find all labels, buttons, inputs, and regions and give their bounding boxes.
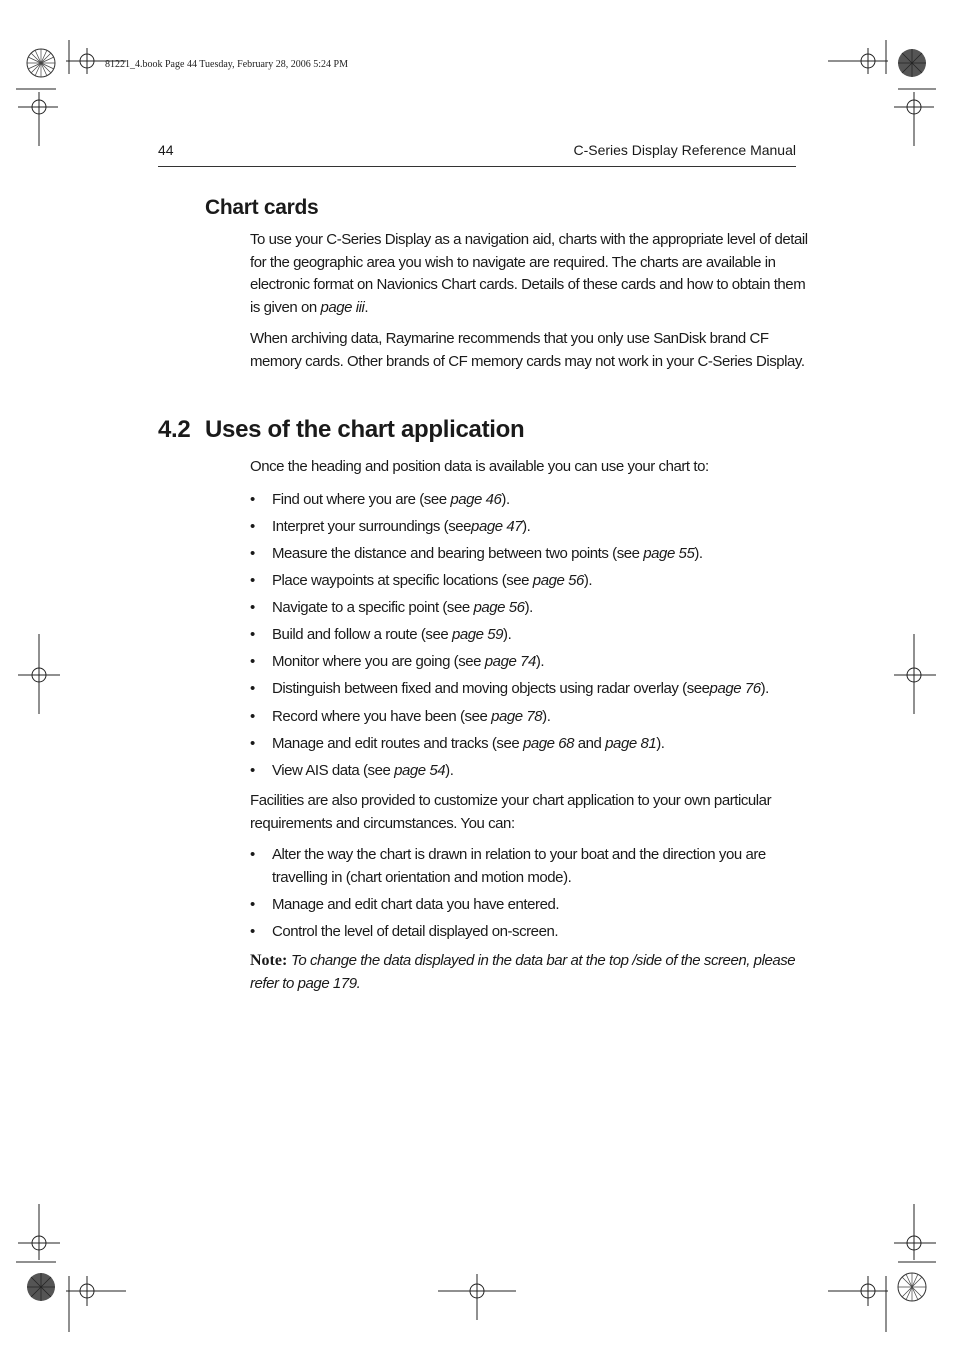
- page-reference-link[interactable]: page 81: [605, 734, 657, 752]
- list-item: • Manage and edit routes and tracks (see page 68 and page 81).: [250, 733, 810, 760]
- list-item: • Manage and edit chart data you have entered.: [250, 894, 810, 917]
- bullet-icon: •: [250, 518, 255, 535]
- section-heading: [158, 416, 524, 444]
- registration-wheel-icon: [896, 1271, 928, 1303]
- page-reference-link[interactable]: page 55: [643, 545, 695, 562]
- section-title: Uses of the chart application: [205, 416, 525, 443]
- list-item: • Navigate to a specific point (see page 56).: [250, 597, 810, 624]
- list-item: • View AIS data (see page 54).: [250, 760, 810, 783]
- list-item: • Build and follow a route (see page 59).: [250, 624, 810, 651]
- bullet-icon: •: [250, 680, 255, 697]
- bullet-icon: •: [250, 846, 255, 863]
- crosshair-mark-icon: [16, 86, 64, 148]
- page-reference-link[interactable]: page 68: [522, 734, 575, 752]
- registration-wheel-icon: [25, 47, 57, 79]
- bullet-icon: •: [250, 572, 255, 589]
- list-item: • Record where you have been (see page 78).: [250, 706, 810, 733]
- page-reference-link[interactable]: page 47: [471, 518, 523, 535]
- page-reference-link[interactable]: page iii: [320, 298, 365, 316]
- crosshair-mark-icon: [66, 1270, 130, 1334]
- list-item: • Find out where you are (see page 46).: [250, 489, 810, 516]
- chart-cards-heading: Chart cards: [205, 196, 319, 219]
- bullet-icon: •: [250, 707, 255, 725]
- page-reference-link[interactable]: page 74: [484, 653, 536, 670]
- registration-disc-icon: [25, 1271, 57, 1303]
- uses-list: [250, 489, 810, 782]
- print-slug: 81221_4.book Page 44 Tuesday, February 28, 2006 5:24 PM: [105, 59, 348, 70]
- bullet-icon: •: [250, 626, 255, 643]
- crosshair-mark-icon: [16, 634, 64, 714]
- crosshair-mark-icon: [890, 1204, 938, 1266]
- crosshair-mark-icon: [826, 40, 890, 86]
- chart-cards-paragraph-1: To use your C-Series Display as a navigation aid, charts with the appropriate level of detail for the geographic area you wish to navigate are required. The charts are available in electronic format on Navionics Chart cards. Details of these cards and how to obtain them is given on page iii.: [250, 231, 808, 316]
- note-text: To change the data displayed in the data bar at the top /side of the screen, please refer to page 179.: [250, 952, 796, 992]
- page-reference-link[interactable]: page 56: [473, 599, 525, 616]
- crosshair-mark-icon: [826, 1270, 890, 1334]
- section-number: 4.2: [158, 416, 191, 443]
- page-reference-link[interactable]: page 46: [450, 491, 502, 508]
- bullet-icon: •: [250, 599, 255, 616]
- page-number: 44: [158, 142, 174, 158]
- note: [250, 949, 810, 995]
- bullet-icon: •: [250, 734, 255, 752]
- crosshair-mark-icon: [16, 1204, 64, 1266]
- list-item: • Measure the distance and bearing between two points (see page 55).: [250, 543, 810, 570]
- list-item: • Interpret your surroundings (seepage 47).: [250, 516, 810, 543]
- page-reference-link[interactable]: page 59: [451, 626, 504, 643]
- note-label: Note:: [250, 952, 288, 969]
- section-intro: Once the heading and position data is available you can use your chart to:: [250, 458, 709, 475]
- bullet-icon: •: [250, 545, 255, 562]
- chart-cards-paragraph-2: When archiving data, Raymarine recommends that you only use SanDisk brand CF memory cards. Other brands of CF memory cards may not work in your C-Series Display.: [250, 330, 805, 370]
- running-header: [158, 142, 796, 167]
- page-reference-link[interactable]: page 78: [491, 707, 543, 725]
- customize-list: [250, 844, 810, 943]
- list-item: • Place waypoints at specific locations (see page 56).: [250, 570, 810, 597]
- page-reference-link[interactable]: page 54: [394, 761, 446, 779]
- manual-title: C-Series Display Reference Manual: [573, 142, 796, 158]
- bullet-icon: •: [250, 491, 255, 508]
- list-item: • Monitor where you are going (see page 74).: [250, 651, 810, 678]
- crosshair-mark-icon: [436, 1270, 518, 1322]
- bullet-icon: •: [250, 895, 255, 913]
- crosshair-mark-icon: [890, 86, 938, 148]
- list-item: • Control the level of detail displayed on-screen.: [250, 921, 810, 944]
- registration-disc-icon: [896, 47, 928, 79]
- list-item: • Distinguish between fixed and moving objects using radar overlay (seepage 76).: [250, 678, 810, 706]
- facilities-paragraph: Facilities are also provided to customize your chart application to your own particular requirements and circumstances. You can:: [250, 792, 772, 832]
- page-reference-link[interactable]: page 76: [709, 680, 761, 697]
- bullet-icon: •: [250, 761, 255, 779]
- crosshair-mark-icon: [890, 634, 938, 714]
- list-item: • Alter the way the chart is drawn in relation to your boat and the direction you are travelling in (chart orientation and motion mode).: [250, 846, 766, 886]
- page-reference-link[interactable]: page 56: [532, 572, 584, 589]
- bullet-icon: •: [250, 653, 255, 670]
- bullet-icon: •: [250, 922, 255, 940]
